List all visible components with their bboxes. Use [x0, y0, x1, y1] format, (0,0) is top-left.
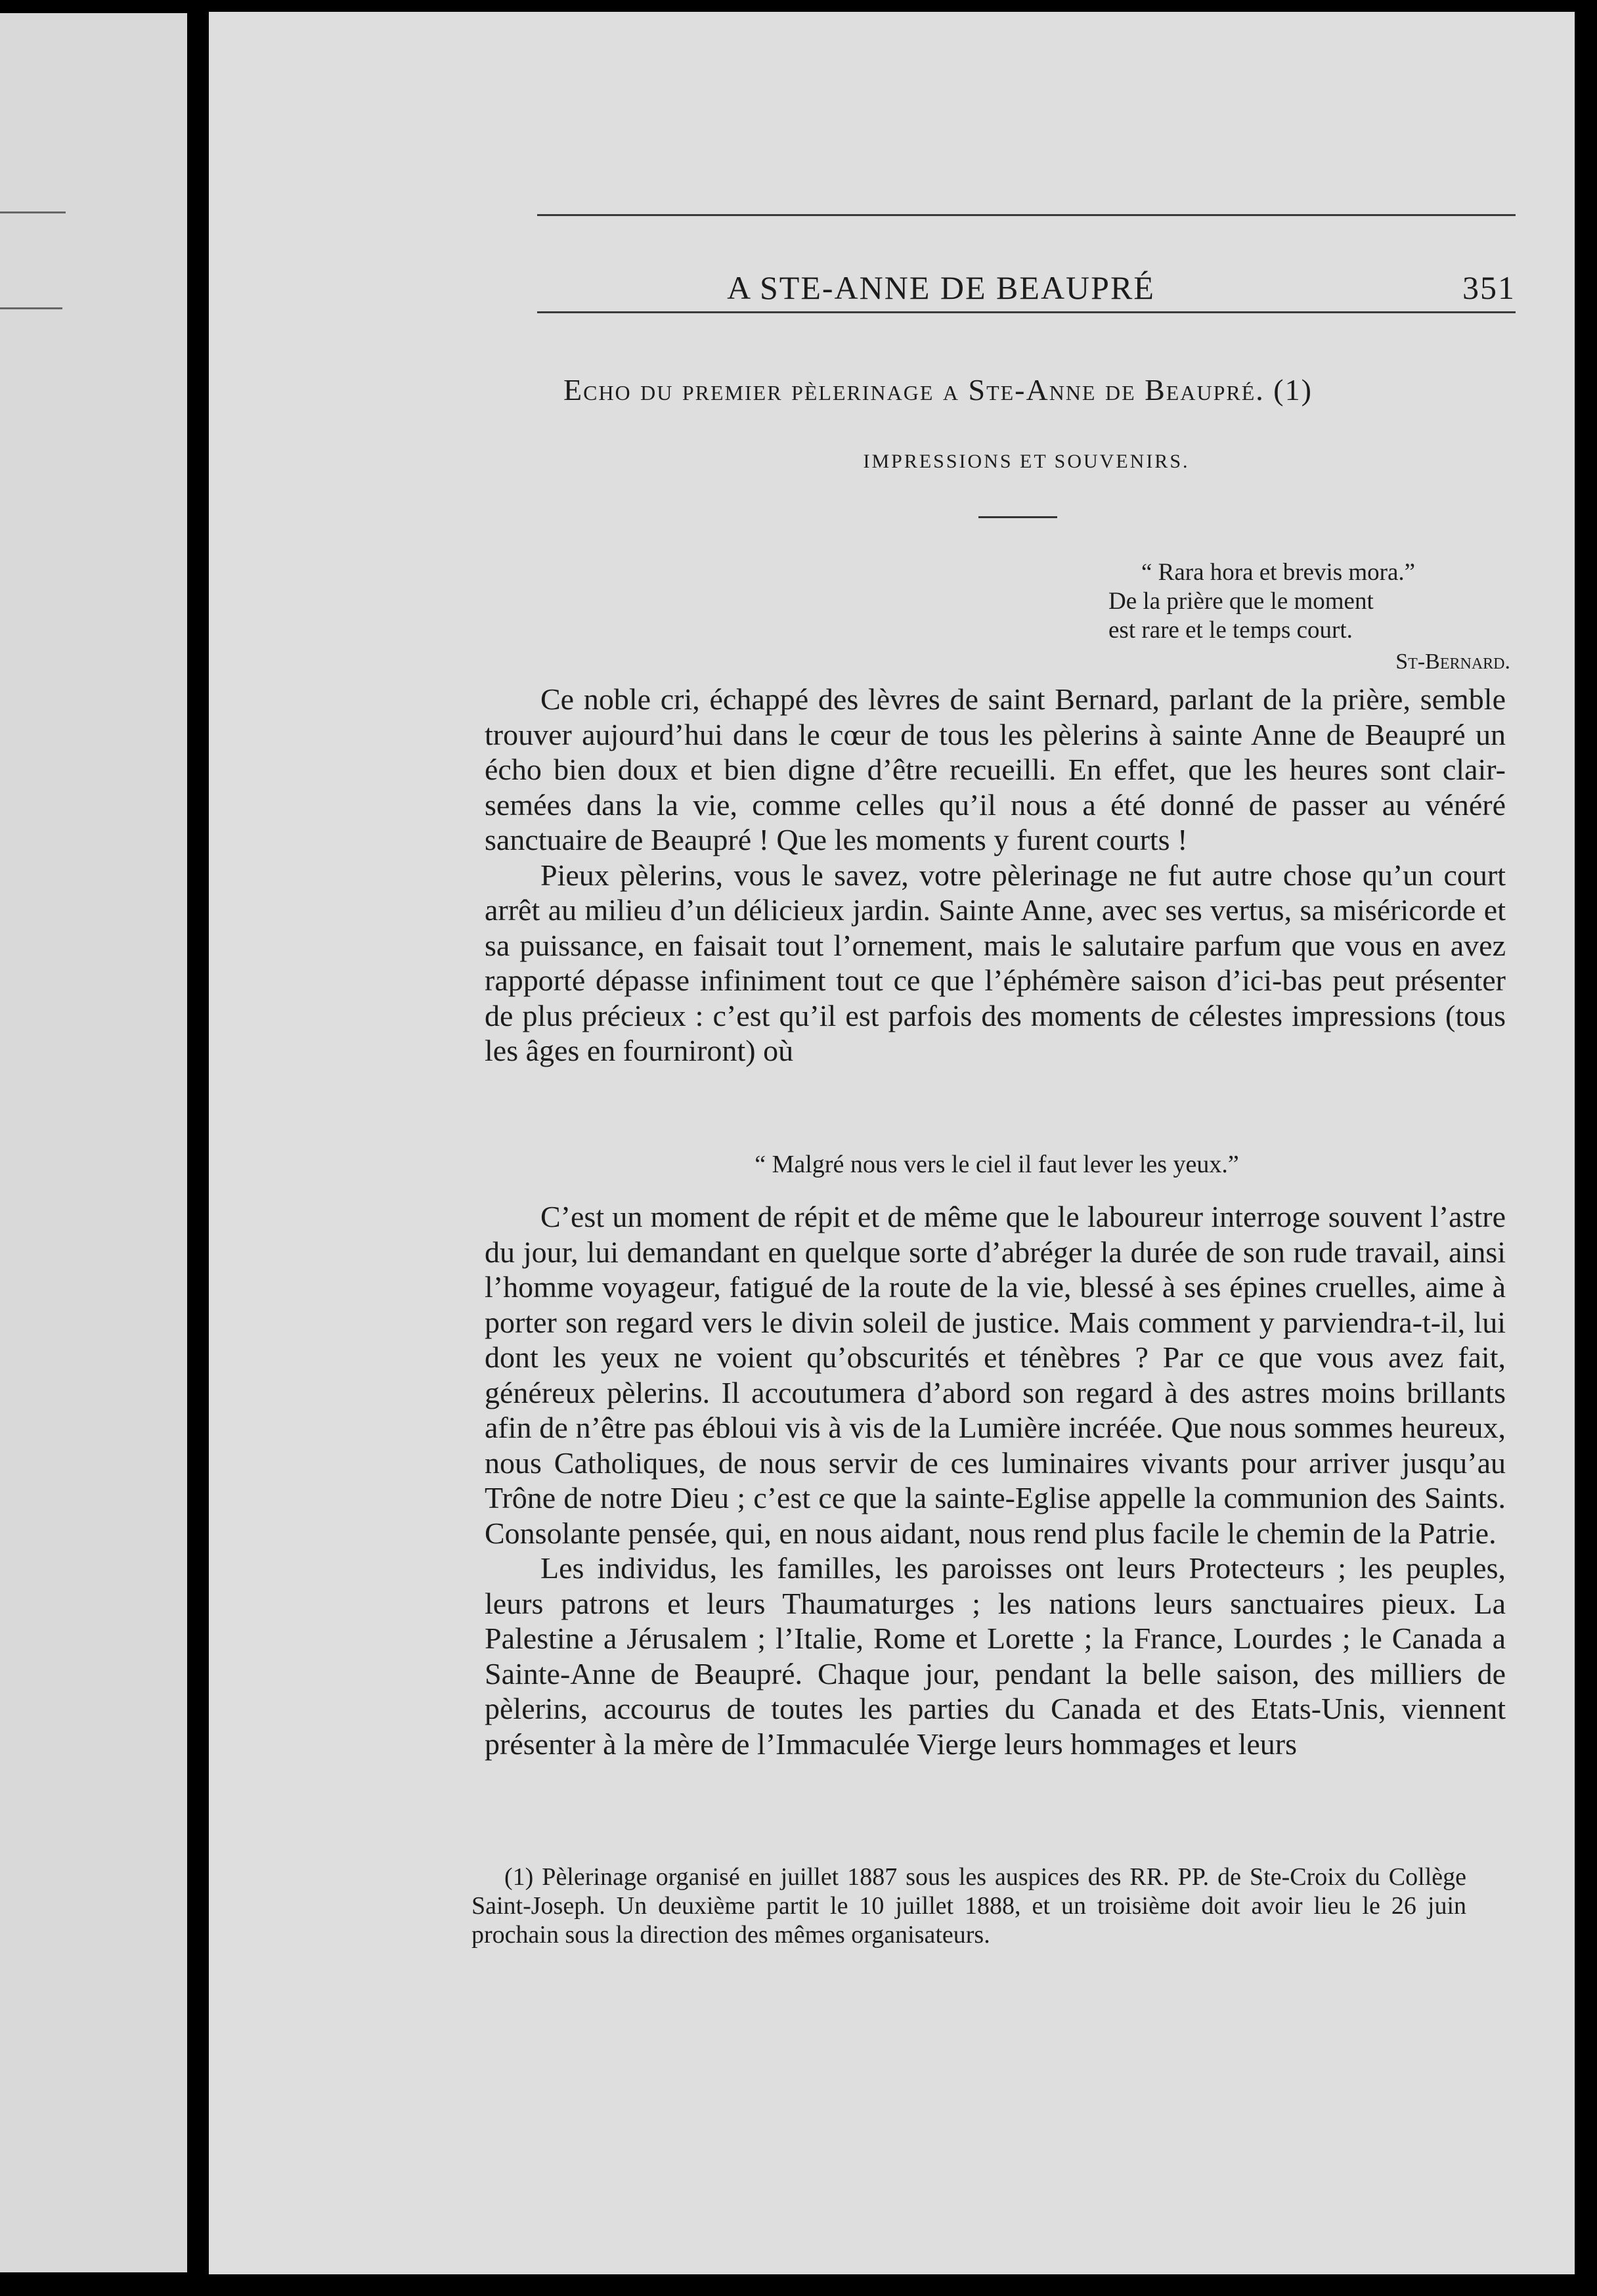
running-head-title: A STE-ANNE DE BEAUPRÉ [727, 269, 1155, 306]
book-page [209, 12, 1575, 2274]
body-text-section-2 [485, 1199, 1506, 1761]
header-bottom-rule [537, 311, 1516, 313]
paragraph: Les individus, les familles, les paroisses ont leurs Protecteurs ; les peuples, leurs patrons et leurs Thaumaturges ; les nations leurs sanctuaires pieux. La Palestine a Jérusalem ; l’Italie, Rome et Lorette ; la France, Lourdes ; le Canada a Sainte-Anne de Beaupré. Chaque jour, pendant la belle saison, des milliers de pèlerins, accourus de toutes les parties du Canada et des Etats-Unis, viennent présenter à la mère de l’Immaculée Vierge leurs hommages et leurs [485, 1551, 1506, 1761]
epigraph-line: “ Rara hora et brevis mora.” [1141, 559, 1416, 586]
facing-page-rule [0, 211, 66, 213]
header-top-rule [537, 214, 1516, 216]
epigraph-line: De la prière que le moment [1108, 588, 1374, 615]
epigraph-attribution: St-Bernard. [1395, 650, 1510, 674]
footnote [471, 1863, 1466, 1949]
facing-page-edge [0, 13, 187, 2272]
body-text-section-1 [485, 682, 1506, 1069]
paragraph: Pieux pèlerins, vous le savez, votre pèlerinage ne fut autre chose qu’un court arrêt au milieu d’un délicieux jardin. Sainte Anne, avec ses vertus, sa miséricorde et sa puissance, en faisait tout l’ornement, mais le salutaire parfum que vous en avez rapporté dépasse infiniment tout ce que l’éphémère saison d’ici-bas peut présenter de plus précieux : c’est qu’il est parfois des moments de célestes impressions (tous les âges en fourniront) où [485, 858, 1506, 1067]
paragraph: Ce noble cri, échappé des lèvres de saint Bernard, parlant de la prière, semble trouver aujourd’hui dans le cœur de tous les pèlerins à sainte Anne de Beaupré un écho bien doux et bien digne d’être recueilli. En effet, que les heures sont clair-semées dans la vie, comme celles qu’il nous a été donné de passer au vénéré sanctuaire de Beaupré ! Que les moments y furent courts ! [485, 682, 1506, 856]
article-subtitle: IMPRESSIONS ET SOUVENIRS. [863, 451, 1190, 472]
running-head [537, 267, 1516, 309]
facing-page-rule [0, 307, 62, 309]
section-divider [978, 516, 1057, 518]
page-number: 351 [1462, 269, 1516, 306]
epigraph-line: est rare et le temps court. [1108, 617, 1353, 644]
verse-quote: “ Malgré nous vers le ciel il faut lever les yeux.” [755, 1151, 1239, 1178]
epigraph [1108, 558, 1510, 676]
footnote-text: (1) Pèlerinage organisé en juillet 1887 sous les auspices des RR. PP. de Ste-Croix du Collège Saint-Joseph. Un deuxième partit le 10 juillet 1888, et un troisième doit avoir lieu le 26 juin prochain sous la direction des mêmes organisateurs. [471, 1863, 1466, 1949]
paragraph: C’est un moment de répit et de même que le laboureur interroge souvent l’astre du jour, lui demandant en quelque sorte d’abréger la durée de son rude travail, ainsi l’homme voyageur, fatigué de la route de la vie, blessé à ses épines cruelles, aime à porter son regard vers le divin soleil de justice. Mais comment y parviendra-t-il, lui dont les yeux ne voient qu’obscurités et ténèbres ? Par ce que vous avez fait, généreux pèlerins. Il accoutumera d’abord son regard à des astres moins brillants afin de n’être pas ébloui vis à vis de la Lumière incréée. Que nous sommes heureux, nous Catholiques, de nous servir de ces luminaires vivants pour arriver jusqu’au Trône de notre Dieu ; c’est ce que la sainte-Eglise appelle la communion des Saints. Consolante pensée, qui, en nous aidant, nous rend plus facile le chemin de la Patrie. [485, 1200, 1506, 1550]
article-title: Echo du premier pèlerinage a Ste-Anne de Beaupré. (1) [563, 373, 1313, 407]
